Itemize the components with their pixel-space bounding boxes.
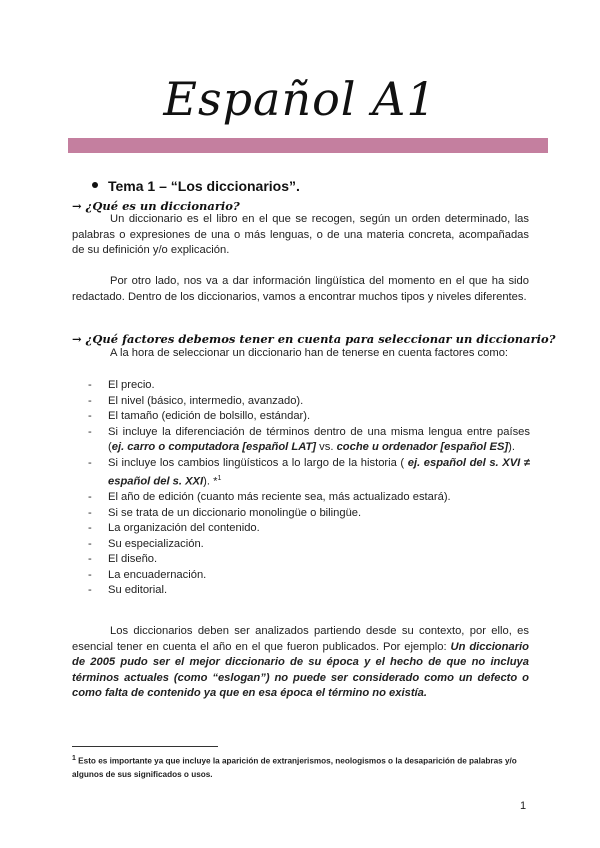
list-item: - Su editorial. xyxy=(88,584,168,597)
list-item: - Si incluye los cambios lingüísticos a lo largo de la historia ( ej. español del s. XVI ≠ español del s. XXI). *$^1$ xyxy=(88,456,530,488)
footnote-divider xyxy=(72,746,218,747)
closing-example: Un diccionario de 2005 pudo ser el mejor diccionario de su época y el hecho de que no incluya términos actuales (como “eslogan”) no puede ser considerado como un defecto o como falta de contenido ya que en esa época el término no existía. xyxy=(72,640,529,699)
topic-label: Tema 1 – “Los diccionarios”. xyxy=(108,178,300,194)
paragraph-definition: Un diccionario es el libro en el que se recogen, según un orden determinado, las palabras o expresiones de una o más lenguas, o de una materia concreta, acompañadas de su definición y/o explicación. xyxy=(72,213,529,256)
topic-heading xyxy=(92,178,300,194)
list-item: - El tamaño (edición de bolsillo, estándar). xyxy=(88,410,311,422)
section-heading-factors: → ¿Qué factores debemos tener en cuenta para seleccionar un diccionario? xyxy=(72,332,556,346)
page-number: 1 xyxy=(520,800,527,812)
paragraph-info: Por otro lado, nos va a dar información lingüística del momento en el que ha sido redactado. Dentro de los diccionarios, vamos a encontrar muchos tipos y niveles diferentes. xyxy=(72,275,529,303)
list-item: - La organización del contenido. xyxy=(88,522,260,535)
list-item: - El precio. xyxy=(88,379,155,391)
list-item: - El año de edición (cuanto más reciente sea, más actualizado estará). xyxy=(88,491,451,504)
section-heading-what-is: → ¿Qué es un diccionario? xyxy=(72,199,240,213)
list-item: - La encuadernación. xyxy=(88,568,207,581)
footnote: 1 Esto es importante ya que incluye la aparición de extranjerismos, neologismos o la desaparición de palabras y/o algunos de sus significados o usos. xyxy=(72,755,517,779)
footnote-mark: 1 xyxy=(72,755,76,762)
footnote-reference: 1 xyxy=(217,475,222,482)
factors-list xyxy=(88,378,530,599)
example-text: coche u ordenador [español ES] xyxy=(336,441,509,453)
example-text: ej. carro o computadora [español LAT] xyxy=(111,441,317,453)
example-text: ej. español del s. XVI ≠ español del s. XXI xyxy=(108,456,530,488)
paragraph-factors-intro: A la hora de seleccionar un diccionario han de tenerse en cuenta factores como: xyxy=(110,347,509,359)
list-item: - Si incluye la diferenciación de términos dentro de una misma lengua entre países (ej. carro o computadora [español LAT] vs. coche u ordenador [español ES]). xyxy=(88,425,530,453)
title-accent-bar xyxy=(68,138,548,153)
paragraph-closing: Los diccionarios deben ser analizados partiendo desde su contexto, por ello, es esencial tener en cuenta el año en el que fueron publicados. Por ejemplo: Un diccionario de 2005 pudo ser el mejor diccionario de su época y el hecho de que no incluya términos actuales (como “eslogan”) no puede ser considerado como un defecto o como falta de contenido ya que en esa época el término no existía. xyxy=(72,625,529,699)
list-item: - El diseño. xyxy=(88,553,158,566)
document-title: Español A1 xyxy=(163,72,437,126)
list-item: - El nivel (básico, intermedio, avanzado). xyxy=(88,394,304,407)
list-item: - Si se trata de un diccionario monolingüe o bilingüe. xyxy=(88,506,362,519)
bullet-icon xyxy=(92,182,98,188)
list-item: - Su especialización. xyxy=(88,537,204,550)
